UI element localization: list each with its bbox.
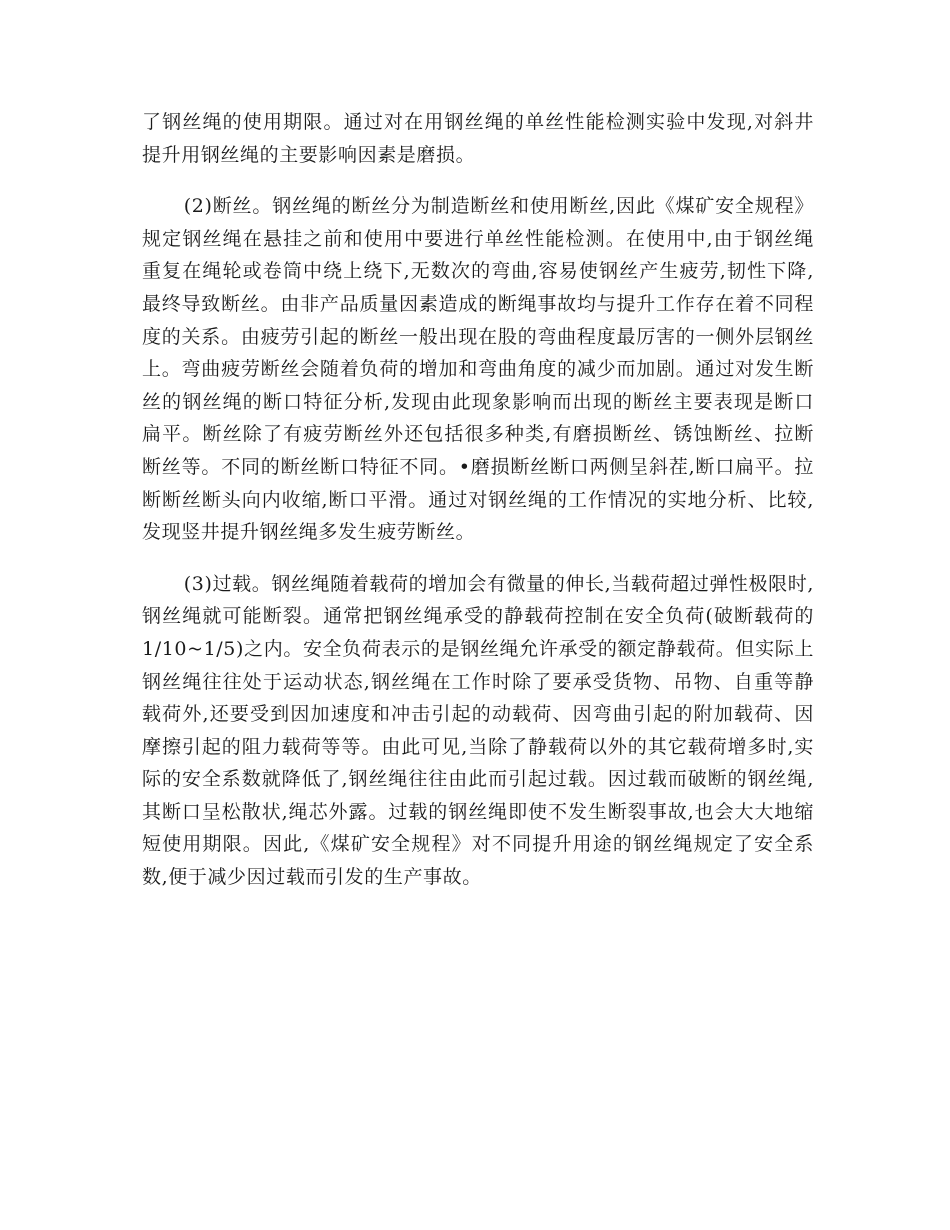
paragraph-broken-wire: (2)断丝。钢丝绳的断丝分为制造断丝和使用断丝,因此《煤矿安全规程》规定钢丝绳在悬挂之前和使用中要进行单丝性能检测。在使用中,由于钢丝绳重复在绳轮或卷筒中绕上绕下,无数次的弯曲,容易使钢丝产生疲劳,韧性下降,最终导致断丝。由非产品质量因素造成的断绳事故均与提升工作存在着不同程度的关系。由疲劳引起的断丝一般出现在股的弯曲程度最厉害的一侧外层钢丝上。弯曲疲劳断丝会随着负荷的增加和弯曲角度的减少而加剧。通过对发生断丝的钢丝绳的断口特征分析,发现由此现象影响而出现的断丝主要表现是断口扁平。断丝除了有疲劳断丝外还包括很多种类,有磨损断丝、锈蚀断丝、拉断断丝等。不同的断丝断口特征不同。•磨损断丝断口两侧呈斜茬,断口扁平。拉断断丝断头向内收缩,断口平滑。通过对钢丝绳的工作情况的实地分析、比较,发现竖井提升钢丝绳多发生疲劳断丝。 bbox=[142, 195, 814, 544]
document-body bbox=[142, 106, 814, 894]
paragraph-overload: (3)过载。钢丝绳随着载荷的增加会有微量的伸长,当载荷超过弹性极限时,钢丝绳就可能断裂。通常把钢丝绳承受的静载荷控制在安全负荷(破断载荷的1/10~1/5)之内。安全负荷表示的是钢丝绳允许承受的额定静载荷。但实际上钢丝绳往往处于运动状态,钢丝绳在工作时除了要承受货物、吊物、自重等静载荷外,还要受到因加速度和冲击引起的动载荷、因弯曲引起的附加载荷、因摩擦引起的阻力载荷等等。由此可见,当除了静载荷以外的其它载荷增多时,实际的安全系数就降低了,钢丝绳往往由此而引起过载。因过载而破断的钢丝绳,其断口呈松散状,绳芯外露。过载的钢丝绳即使不发生断裂事故,也会大大地缩短使用期限。因此,《煤矿安全规程》对不同提升用途的钢丝绳规定了安全系数,便于减少因过载而引发的生产事故。 bbox=[142, 572, 814, 889]
paragraph-wear-continued: 了钢丝绳的使用期限。通过对在用钢丝绳的单丝性能检测实验中发现,对斜井提升用钢丝绳的主要影响因素是磨损。 bbox=[142, 111, 814, 166]
